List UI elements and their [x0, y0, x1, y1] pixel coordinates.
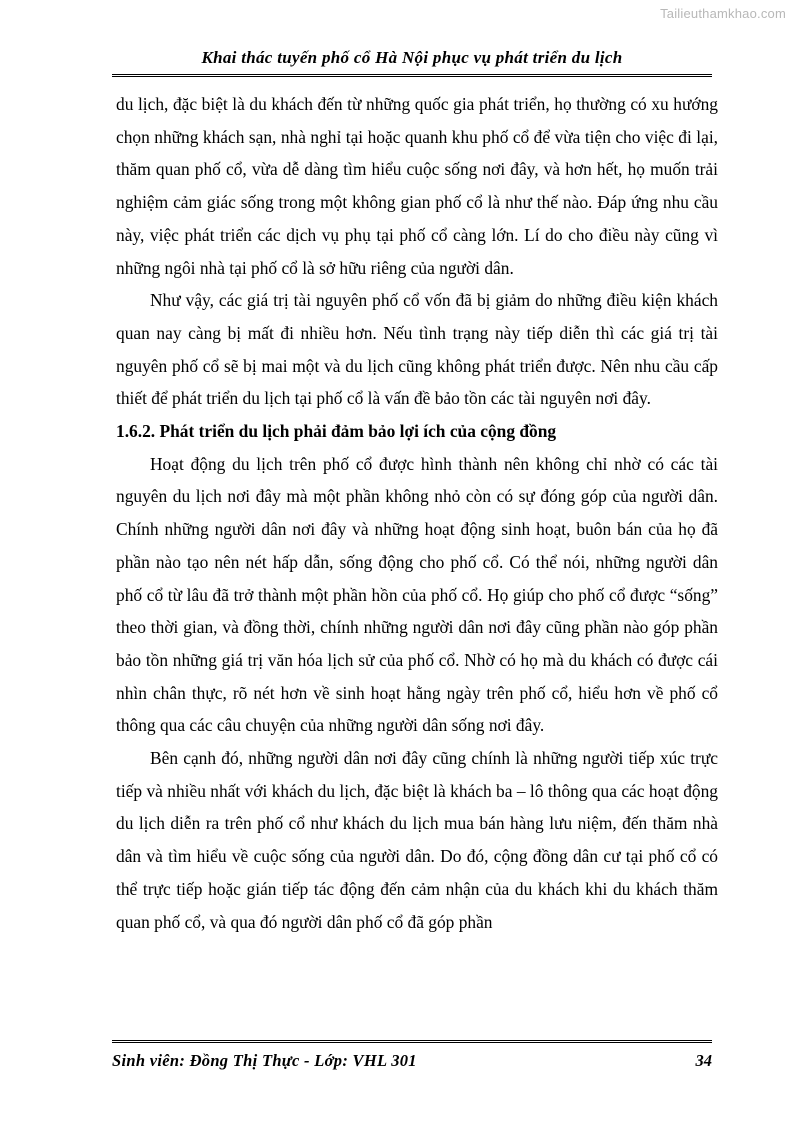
section-heading: 1.6.2. Phát triển du lịch phải đảm bảo lợi ích của cộng đồng — [116, 421, 557, 442]
paragraph-3: Hoạt động du lịch trên phố cổ được hình thành nên không chỉ nhờ có các tài nguyên du lịch nơi đây mà một phần không nhỏ còn có sự đóng góp của người dân. Chính những người dân nơi đây và những hoạt động sinh hoạt, buôn bán của họ đã phần nào tạo nên nét hấp dẫn, sống động cho phố cổ. Có thể nói, những người dân phố cổ từ lâu đã trở thành một phần hồn của phố cổ. Họ giúp cho phố cổ được “sống” theo thời gian, và đồng thời, chính những người dân nơi đây cũng phần nào góp phần bảo tồn những giá trị văn hóa lịch sử của phố cổ. Nhờ có họ mà du khách có được cái nhìn chân thực, rõ nét hơn về sinh hoạt hằng ngày trên phố cổ, hiểu hơn về phố cổ thông qua các câu chuyện của những người dân sống nơi đây. — [116, 453, 718, 736]
page-number: 34 — [695, 1051, 712, 1070]
footer-author: Sinh viên: Đồng Thị Thực - Lớp: VHL 301 — [112, 1051, 417, 1070]
page-footer — [112, 1040, 712, 1079]
page-header — [112, 44, 712, 77]
paragraph-4: Bên cạnh đó, những người dân nơi đây cũng chính là những người tiếp xúc trực tiếp và nhiều nhất với khách du lịch, đặc biệt là khách ba – lô thông qua các hoạt động du lịch diễn ra trên phố cổ như khách du lịch mua bán hàng lưu niệm, đến thăm nhà dân và tìm hiểu về cuộc sống của người dân. Do đó, cộng đồng dân cư tại phố cổ có thể trực tiếp hoặc gián tiếp tác động đến cảm nhận của du khách khi du khách thăm quan phố cổ, và qua đó người dân phố cổ đã góp phần — [116, 748, 718, 932]
page-body — [116, 88, 718, 938]
watermark-text: Tailieuthamkhao.com — [660, 6, 786, 21]
paragraph-1: du lịch, đặc biệt là du khách đến từ những quốc gia phát triển, họ thường có xu hướng chọn những khách sạn, nhà nghỉ tại hoặc quanh khu phố cổ để vừa tiện cho việc đi lại, thăm quan phố cổ, vừa dễ dàng tìm hiểu cuộc sống nơi đây, và hơn hết, họ muốn trải nghiệm cảm giác sống trong một không gian phố cổ là như thế nào. Đáp ứng nhu cầu này, việc phát triển các dịch vụ phụ tại phố cổ càng lớn. Lí do cho điều này cũng vì những ngôi nhà tại phố cổ là sở hữu riêng của người dân. — [116, 94, 718, 278]
paragraph-2: Như vậy, các giá trị tài nguyên phố cổ vốn đã bị giảm do những điều kiện khách quan nay càng bị mất đi nhiều hơn. Nếu tình trạng này tiếp diễn thì các giá trị tài nguyên phố cổ sẽ bị mai một và du lịch cũng không phát triển được. Nên nhu cầu cấp thiết để phát triển du lịch tại phố cổ là vấn đề bảo tồn các tài nguyên nơi đây. — [116, 290, 718, 409]
header-title: Khai thác tuyến phố cổ Hà Nội phục vụ phát triển du lịch — [201, 48, 623, 67]
